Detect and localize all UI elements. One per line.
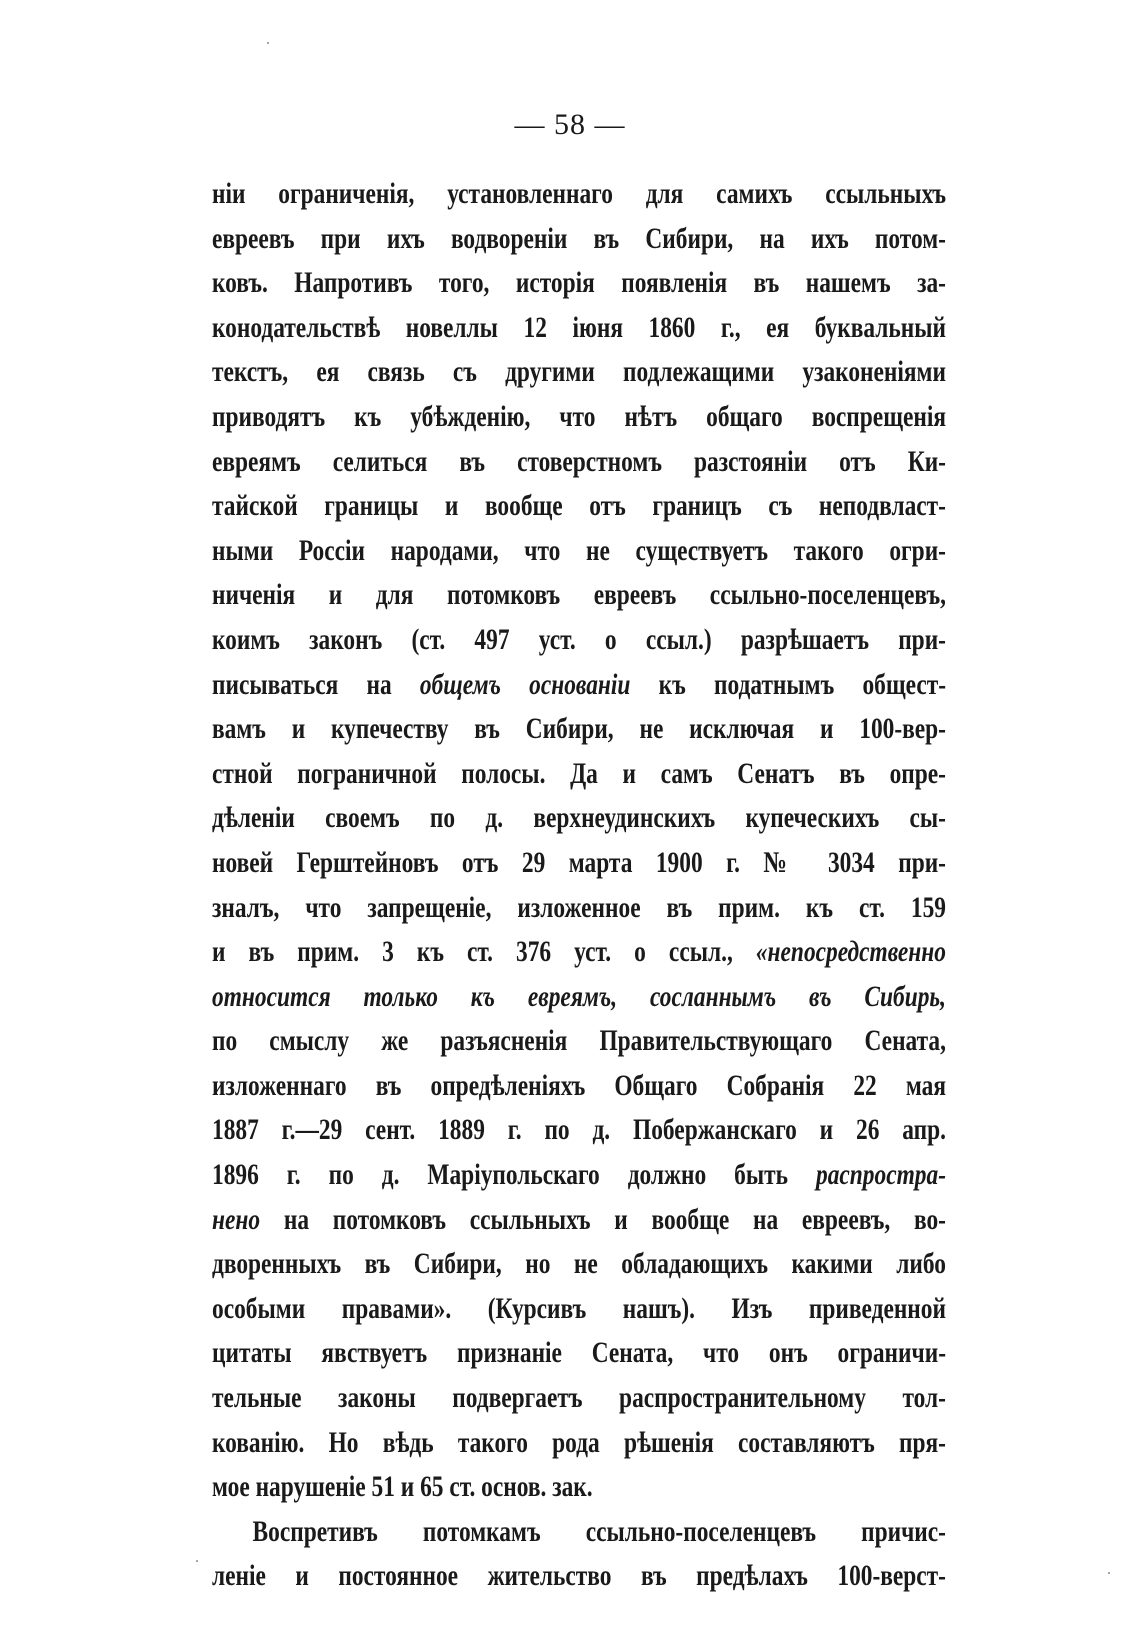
text-line: мое нарушенiе 51 и 65 ст. основ. зак. — [212, 1470, 593, 1504]
text-segment: и въ прим. 3 къ ст. 376 уст. о ссыл., — [212, 935, 756, 969]
text-line: ковъ. Напротивъ того, исторiя появленiя въ нашемъ за- — [212, 266, 946, 300]
text-segment: 1896 г. по д. Марiупольскаго должно быть — [212, 1158, 817, 1192]
italic-segment: относится только къ евреямъ, сосланнымъ въ Сибирь, — [212, 979, 946, 1013]
text-line: особыми правами». (Курсивъ нашъ). Изъ приведенной — [212, 1291, 946, 1325]
body-text — [212, 172, 946, 1599]
text-line: Воспретивъ потомкамъ ссыльно-поселенцевъ причис- — [252, 1514, 946, 1548]
text-line-mixed — [212, 1198, 946, 1243]
paper-speck — [267, 42, 269, 44]
text-line: вамъ и купечеству въ Сибири, не исключая и 100-вер- — [212, 712, 946, 746]
text-line: ниченiя и для потомковъ евреевъ ссыльно-поселенцевъ, — [212, 578, 946, 612]
text-line-mixed — [212, 975, 946, 1020]
paper-speck — [1108, 1572, 1110, 1574]
page-number: — 58 — — [514, 108, 626, 141]
text-line: 1887 г.—29 сент. 1889 г. по д. Побержанскаго и 26 апр. — [212, 1113, 946, 1147]
text-line: кованiю. Но вѣдь такого рода рѣшенiя составляютъ пря- — [212, 1425, 946, 1459]
text-line: ными Россiи народами, что не существуетъ такого огри- — [212, 533, 946, 567]
text-line: дворенныхъ въ Сибири, но не обладающихъ какими либо — [212, 1247, 946, 1281]
text-line: зналъ, что запрещенiе, изложенное въ прим. къ ст. 159 — [212, 890, 946, 924]
text-line: приводятъ къ убѣжденiю, что нѣтъ общаго воспрещенiя — [212, 399, 946, 433]
text-line: конодательствѣ новеллы 12 iюня 1860 г., ея буквальный — [212, 310, 946, 344]
paper-speck — [196, 1560, 198, 1562]
text-line-mixed — [212, 930, 946, 975]
text-line: евреевъ при ихъ водворенiи въ Сибири, на ихъ потом- — [212, 221, 946, 255]
text-line-mixed — [212, 663, 946, 708]
text-line: евреямъ селиться въ стоверстномъ разстоянiи отъ Ки- — [212, 444, 946, 478]
italic-segment: нено — [212, 1202, 261, 1236]
text-line: дѣленiи своемъ по д. верхнеудинскихъ купеческихъ сы- — [212, 801, 946, 835]
text-line: коимъ законъ (ст. 497 уст. о ссыл.) разрѣшаетъ при- — [212, 622, 946, 656]
text-segment: на потомковъ ссыльныхъ и вообще на евреевъ, во- — [260, 1202, 946, 1236]
text-segment: писываться на — [212, 667, 420, 701]
text-line: изложеннаго въ опредѣленiяхъ Общаго Собранiя 22 мая — [212, 1068, 946, 1102]
text-line: тайской границы и вообще отъ границъ съ неподвласт- — [212, 489, 946, 523]
italic-segment: распростра- — [816, 1158, 946, 1192]
text-line: ленiе и постоянное жительство въ предѣлахъ 100-верст- — [212, 1559, 946, 1593]
italic-segment: общемъ основанiи — [419, 667, 631, 701]
text-line: тельные законы подвергаетъ распространительному тол- — [212, 1381, 946, 1415]
text-line: цитаты явствуетъ признанiе Сената, что онъ ограничи- — [212, 1336, 946, 1370]
text-segment: къ податнымъ общест- — [630, 667, 946, 701]
text-line: по смыслу же разъясненiя Правительствующаго Сената, — [212, 1024, 946, 1058]
text-line: стной пограничной полосы. Да и самъ Сенатъ въ опре- — [212, 756, 946, 790]
text-line-mixed — [212, 1153, 946, 1198]
text-line: текстъ, ея связь съ другими подлежащими узаконенiями — [212, 355, 946, 389]
text-line: новей Герштейновъ отъ 29 марта 1900 г. № 3034 при- — [212, 845, 946, 879]
italic-segment: «непосредственно — [755, 935, 946, 969]
text-line: нiи ограниченiя, установленнаго для самихъ ссыльныхъ — [212, 177, 946, 210]
